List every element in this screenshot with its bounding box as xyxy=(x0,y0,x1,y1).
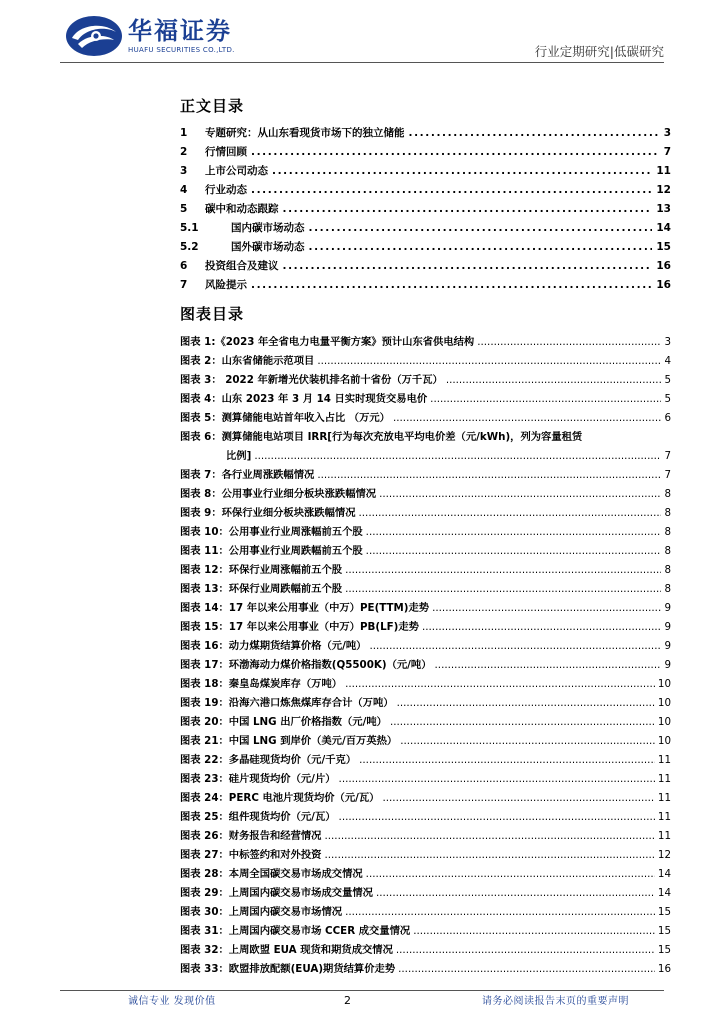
figure-entry-page: 9 xyxy=(664,659,671,671)
dot-leader xyxy=(366,865,655,884)
dot-leader xyxy=(390,713,655,732)
toc-item[interactable] xyxy=(180,162,671,181)
figure-entry-title: 图表 11：公用事业行业周跌幅前五个股 xyxy=(180,545,363,557)
toc-item-number: 1 xyxy=(180,127,188,139)
figure-entry[interactable] xyxy=(180,846,671,865)
figure-entry-title: 图表 27：中标签约和对外投资 xyxy=(180,849,322,861)
toc-item-title: 投资组合及建议 xyxy=(205,260,279,272)
figure-entry-page: 11 xyxy=(657,754,671,766)
figure-entry[interactable] xyxy=(180,789,671,808)
figure-entry[interactable] xyxy=(180,390,671,409)
figure-entry-page: 8 xyxy=(664,583,671,595)
dot-leader xyxy=(251,181,652,200)
dot-leader xyxy=(379,485,661,504)
dot-leader xyxy=(339,808,655,827)
toc-item-number: 2 xyxy=(180,146,188,158)
dot-leader xyxy=(345,580,661,599)
figure-entry-page: 14 xyxy=(657,887,671,899)
figure-entry-title: 图表 13：环保行业周跌幅前五个股 xyxy=(180,583,343,595)
figure-entry-title: 图表 17：环渤海动力煤价格指数(Q5500K)（元/吨） xyxy=(180,659,432,671)
figure-entry-title: 图表 6：测算储能电站项目 IRR[行为每次充放电平均电价差（元/kWh)，列为容量租赁 xyxy=(180,431,583,443)
figure-entry[interactable] xyxy=(180,808,671,827)
figure-entry-title: 图表 7：各行业周涨跌幅情况 xyxy=(180,469,315,481)
dot-leader xyxy=(477,333,661,352)
figure-entry-title: 图表 4：山东 2023 年 3 月 14 日实时现货交易电价 xyxy=(180,393,428,405)
dot-leader xyxy=(398,960,655,979)
figure-entry-page: 8 xyxy=(664,526,671,538)
dot-leader xyxy=(397,694,655,713)
figure-entry[interactable] xyxy=(180,751,671,770)
dot-leader xyxy=(400,732,655,751)
figure-entry[interactable] xyxy=(180,922,671,941)
figure-entry-page: 8 xyxy=(664,488,671,500)
figure-entry-title: 图表 24：PERC 电池片现货均价（元/瓦） xyxy=(180,792,380,804)
figure-entry[interactable] xyxy=(180,770,671,789)
toc-item-title: 专题研究：从山东看现货市场下的独立储能 xyxy=(205,127,405,139)
figure-entry-title-cont: 比例] xyxy=(226,450,252,462)
dot-leader xyxy=(324,827,654,846)
toc-item[interactable] xyxy=(180,276,671,295)
figure-entry-page: 16 xyxy=(657,963,671,975)
figure-entry-page: 15 xyxy=(657,944,671,956)
figure-entry[interactable] xyxy=(180,903,671,922)
dot-leader xyxy=(409,124,660,143)
toc-item-number: 4 xyxy=(180,184,188,196)
dot-leader xyxy=(376,884,655,903)
figure-entry[interactable] xyxy=(180,428,671,466)
dot-leader xyxy=(339,770,655,789)
figure-entry[interactable] xyxy=(180,656,671,675)
figure-entry[interactable] xyxy=(180,827,671,846)
toc-item-number: 7 xyxy=(180,279,188,291)
figure-entry-title: 图表 12：环保行业周涨幅前五个股 xyxy=(180,564,343,576)
figure-entry-page: 10 xyxy=(657,735,671,747)
figure-entry-title: 图表 14：17 年以来公用事业（中万）PE(TTM)走势 xyxy=(180,602,430,614)
figure-entry-title: 图表 15：17 年以来公用事业（中万）PB(LF)走势 xyxy=(180,621,419,633)
figure-entry-title: 图表 10：公用事业行业周涨幅前五个股 xyxy=(180,526,363,538)
dot-leader xyxy=(430,390,661,409)
toc-item-page: 3 xyxy=(663,127,671,139)
figure-entry[interactable] xyxy=(180,409,671,428)
page-header xyxy=(0,0,724,70)
figure-entry-page: 5 xyxy=(664,374,671,386)
footer-disclaimer: 请务必阅读报告末页的重要声明 xyxy=(482,996,629,1007)
figure-entry[interactable] xyxy=(180,371,671,390)
page-number: 2 xyxy=(344,994,351,1007)
dot-leader xyxy=(272,162,652,181)
figure-entry-title: 图表 8：公用事业行业细分板块涨跌幅情况 xyxy=(180,488,377,500)
figure-entry-continuation xyxy=(180,447,671,466)
huafu-logo-icon xyxy=(64,14,124,58)
brand-name-en: HUAFU SECURITIES CO.,LTD. xyxy=(128,46,235,54)
dot-leader xyxy=(254,447,661,466)
figure-entry-title: 图表 9：环保行业细分板块涨跌幅情况 xyxy=(180,507,356,519)
figure-entry-page: 5 xyxy=(664,393,671,405)
header-divider xyxy=(60,62,664,63)
figure-entry-page: 11 xyxy=(657,773,671,785)
dot-leader xyxy=(309,238,653,257)
toc-item-title: 国内碳市场动态 xyxy=(231,222,305,234)
toc-item-number: 3 xyxy=(180,165,188,177)
figure-entry[interactable] xyxy=(180,599,671,618)
toc-item-page: 13 xyxy=(656,203,671,215)
figure-entry[interactable] xyxy=(180,333,671,352)
figure-entry-title: 图表 26：财务报告和经营情况 xyxy=(180,830,322,842)
figure-entry-title: 图表 16：动力煤期货结算价格（元/吨） xyxy=(180,640,367,652)
dot-leader xyxy=(446,371,662,390)
figure-entry-title: 图表 1:《2023 年全省电力电量平衡方案》预计山东省供电结构 xyxy=(180,336,475,348)
footer-divider xyxy=(60,990,664,991)
toc-item[interactable] xyxy=(180,143,671,162)
figure-entry-page: 9 xyxy=(664,640,671,652)
dot-leader xyxy=(309,219,653,238)
figure-entry[interactable] xyxy=(180,732,671,751)
figure-entry[interactable] xyxy=(180,884,671,903)
figure-entry[interactable] xyxy=(180,637,671,656)
figure-entry[interactable] xyxy=(180,941,671,960)
dot-leader xyxy=(359,504,662,523)
dot-leader xyxy=(366,523,662,542)
toc-item-number: 5 xyxy=(180,203,188,215)
figure-entry[interactable] xyxy=(180,694,671,713)
figure-entry-title: 图表 5：测算储能电站首年收入占比 （万元） xyxy=(180,412,390,424)
toc-item-page: 11 xyxy=(656,165,671,177)
figure-entry-page: 10 xyxy=(657,678,671,690)
figure-entry-page: 8 xyxy=(664,564,671,576)
figures-title: 图表目录 xyxy=(180,305,245,323)
figure-entry-title: 图表 28：本周全国碳交易市场成交情况 xyxy=(180,868,363,880)
footer-slogan: 诚信专业 发现价值 xyxy=(128,996,216,1007)
figure-entry-title: 图表 18：秦皇岛煤炭库存（万吨） xyxy=(180,678,343,690)
figure-entry-title: 图表 29：上周国内碳交易市场成交量情况 xyxy=(180,887,373,899)
figure-entry-title: 图表 31：上周国内碳交易市场 CCER 成交量情况 xyxy=(180,925,411,937)
figure-entry-page: 9 xyxy=(664,621,671,633)
toc-item-number: 5.2 xyxy=(180,241,199,253)
dot-leader xyxy=(413,922,655,941)
figure-entry-page: 14 xyxy=(657,868,671,880)
toc-item-page: 16 xyxy=(656,279,671,291)
figure-entry[interactable] xyxy=(180,352,671,371)
toc-item-number: 5.1 xyxy=(180,222,199,234)
dot-leader xyxy=(432,599,661,618)
toc-item-page: 7 xyxy=(663,146,671,158)
toc-item-page: 14 xyxy=(656,222,671,234)
figure-entry-page: 15 xyxy=(657,925,671,937)
dot-leader xyxy=(359,751,655,770)
figure-entry[interactable] xyxy=(180,466,671,485)
figure-entry-title: 图表 25：组件现货均价（元/瓦） xyxy=(180,811,336,823)
figure-entry-title: 图表 30：上周国内碳交易市场情况 xyxy=(180,906,343,918)
toc-item-title: 风险提示 xyxy=(205,279,247,291)
figure-entry-page: 7 xyxy=(664,469,671,481)
figure-entry-page: 8 xyxy=(664,507,671,519)
toc-item-title: 上市公司动态 xyxy=(205,165,268,177)
dot-leader xyxy=(345,675,655,694)
dot-leader xyxy=(396,941,655,960)
toc-item-page: 15 xyxy=(656,241,671,253)
figure-entry-page: 11 xyxy=(657,811,671,823)
figure-entry-page: 11 xyxy=(657,830,671,842)
figure-entry-page: 10 xyxy=(657,716,671,728)
dot-leader xyxy=(422,618,661,637)
toc-item-page: 12 xyxy=(656,184,671,196)
figure-entry[interactable] xyxy=(180,504,671,523)
toc-item[interactable] xyxy=(180,181,671,200)
dot-leader xyxy=(251,143,660,162)
figure-entry[interactable] xyxy=(180,485,671,504)
dot-leader xyxy=(251,276,652,295)
figure-entry-title: 图表 20：中国 LNG 出厂价格指数（元/吨） xyxy=(180,716,387,728)
figure-entry-title: 图表 22：多晶硅现货均价（元/千克） xyxy=(180,754,357,766)
dot-leader xyxy=(369,637,661,656)
figure-entry-page: 3 xyxy=(664,336,671,348)
figure-entry-title: 图表 33：欧盟排放配额(EUA)期货结算价走势 xyxy=(180,963,396,975)
dot-leader xyxy=(366,542,662,561)
toc-title: 正文目录 xyxy=(180,97,245,115)
toc-item-title: 行情回顾 xyxy=(205,146,247,158)
report-type: 行业定期研究|低碳研究 xyxy=(534,44,664,59)
toc-item[interactable] xyxy=(180,257,671,276)
figure-entry-title: 图表 23：硅片现货均价（元/片） xyxy=(180,773,336,785)
figure-entry-title: 图表 3： 2022 年新增光伏装机排名前十省份（万千瓦） xyxy=(180,374,443,386)
dot-leader xyxy=(283,200,653,219)
toc-item-number: 6 xyxy=(180,260,188,272)
figure-entry-title: 图表 2：山东省储能示范项目 xyxy=(180,355,315,367)
dot-leader xyxy=(345,561,661,580)
toc-item[interactable] xyxy=(180,200,671,219)
figure-entry-page: 7 xyxy=(664,450,671,462)
figure-entry-title: 图表 21：中国 LNG 到岸价（美元/百万英热） xyxy=(180,735,398,747)
toc-item-title: 国外碳市场动态 xyxy=(231,241,305,253)
figure-entry-page: 15 xyxy=(657,906,671,918)
figure-entry[interactable] xyxy=(180,580,671,599)
toc-item[interactable] xyxy=(180,124,671,143)
toc-item-title: 碳中和动态跟踪 xyxy=(205,203,279,215)
figure-entry-page: 8 xyxy=(664,545,671,557)
figure-entry-page: 9 xyxy=(664,602,671,614)
toc-item-page: 16 xyxy=(656,260,671,272)
dot-leader xyxy=(317,466,661,485)
figure-entry[interactable] xyxy=(180,960,671,979)
dot-leader xyxy=(283,257,653,276)
figure-entry-page: 4 xyxy=(664,355,671,367)
dot-leader xyxy=(393,409,661,428)
figure-entry[interactable] xyxy=(180,865,671,884)
toc-subitem[interactable] xyxy=(180,219,671,238)
toc-item-title: 行业动态 xyxy=(205,184,247,196)
dot-leader xyxy=(317,352,661,371)
dot-leader xyxy=(345,903,655,922)
dot-leader xyxy=(324,846,654,865)
figure-entry[interactable] xyxy=(180,523,671,542)
figure-entry[interactable] xyxy=(180,713,671,732)
toc-subitem[interactable] xyxy=(180,238,671,257)
brand-name-cn: 华福证券 xyxy=(128,17,232,45)
figure-entry[interactable] xyxy=(180,675,671,694)
figure-entry-page: 6 xyxy=(664,412,671,424)
figure-entry-page: 11 xyxy=(657,792,671,804)
figure-entry-page: 12 xyxy=(657,849,671,861)
figure-entry[interactable] xyxy=(180,561,671,580)
dot-leader xyxy=(435,656,662,675)
figure-entry[interactable] xyxy=(180,618,671,637)
figure-entry-title: 图表 19：沿海六港口炼焦煤库存合计（万吨） xyxy=(180,697,394,709)
dot-leader xyxy=(382,789,654,808)
figure-entry-page: 10 xyxy=(657,697,671,709)
figure-entry-title: 图表 32：上周欧盟 EUA 现货和期货成交情况 xyxy=(180,944,393,956)
figure-entry[interactable] xyxy=(180,542,671,561)
